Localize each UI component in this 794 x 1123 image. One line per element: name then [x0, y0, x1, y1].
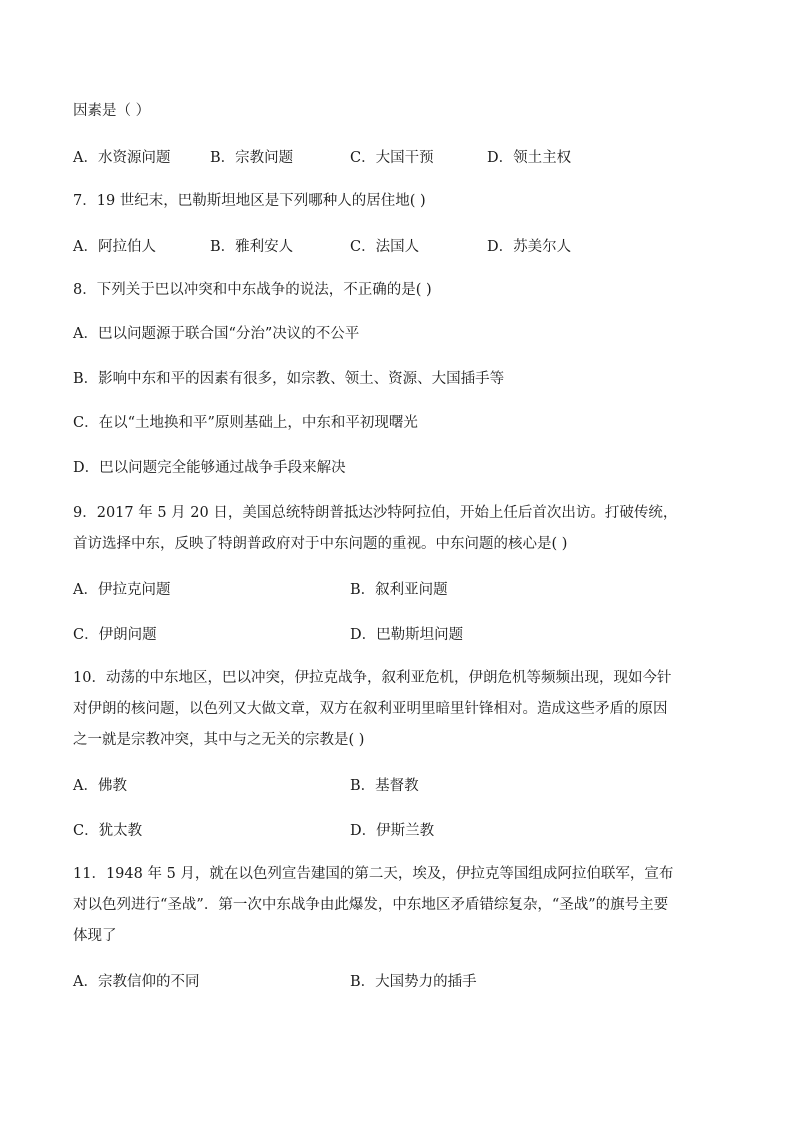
q7-stem: 7．19 世纪末，巴勒斯坦地区是下列哪种人的居住地( ) — [73, 193, 426, 209]
q9-option-a: A．伊拉克问题 — [73, 582, 171, 598]
q11-option-a: A．宗教信仰的不同 — [73, 974, 200, 990]
q9-option-c: C．伊朗问题 — [73, 627, 157, 643]
q7-option-c: C．法国人 — [350, 239, 420, 255]
q8-option-d: D．巴以问题完全能够通过战争手段来解决 — [73, 460, 346, 476]
q10-option-a: A．佛教 — [73, 778, 127, 794]
q11-option-b: B．大国势力的插手 — [350, 974, 477, 990]
q7-option-d: D．苏美尔人 — [487, 239, 572, 255]
q8-option-c: C．在以“土地换和平”原则基础上，中东和平初现曙光 — [73, 415, 418, 431]
q6-option-d: D．领土主权 — [487, 150, 572, 166]
q9-stem-line-2: 首访选择中东，反映了特朗普政府对于中东问题的重视。中东问题的核心是( ) — [73, 536, 568, 552]
q8-option-a: A．巴以问题源于联合国“分治”决议的不公平 — [73, 326, 360, 342]
q6-stem-tail: 因素是（ ） — [73, 103, 151, 119]
q10-option-c: C．犹太教 — [73, 823, 143, 839]
q11-stem-line-1: 11．1948 年 5 月，就在以色列宣告建国的第二天，埃及，伊拉克等国组成阿拉伯联军，宣布 — [73, 866, 674, 882]
q7-options — [73, 235, 723, 255]
q7-option-a: A．阿拉伯人 — [73, 239, 156, 255]
q6-option-a: A．水资源问题 — [73, 150, 171, 166]
q9-option-b: B．叙利亚问题 — [350, 582, 448, 598]
q9-stem-line-1: 9．2017 年 5 月 20 日，美国总统特朗普抵达沙特阿拉伯，开始上任后首次出访。打破传统， — [73, 505, 678, 521]
q7-option-b: B．雅利安人 — [210, 239, 294, 255]
q8-option-b: B．影响中东和平的因素有很多，如宗教、领土、资源、大国插手等 — [73, 371, 505, 387]
q9-options-row-1 — [73, 578, 723, 598]
q9-options-row-2 — [73, 623, 723, 643]
q10-stem-line-3: 之一就是宗教冲突，其中与之无关的宗教是( ) — [73, 732, 365, 748]
q6-option-c: C．大国干预 — [350, 150, 434, 166]
q6-options — [73, 146, 723, 166]
q9-option-d: D．巴勒斯坦问题 — [350, 627, 464, 643]
q10-option-d: D．伊斯兰教 — [350, 823, 435, 839]
q10-stem-line-1: 10．动荡的中东地区，巴以冲突，伊拉克战争，叙利亚危机，伊朗危机等频频出现，现如今针 — [73, 670, 672, 686]
q10-options-row-2 — [73, 819, 723, 839]
q6-option-b: B．宗教问题 — [210, 150, 294, 166]
q11-stem-line-3: 体现了 — [73, 928, 117, 944]
q10-option-b: B．基督教 — [350, 778, 419, 794]
q11-stem-line-2: 对以色列进行“圣战”．第一次中东战争由此爆发，中东地区矛盾错综复杂，“圣战”的旗号主要 — [73, 897, 669, 913]
q10-stem-line-2: 对伊朗的核问题，以色列又大做文章，双方在叙利亚明里暗里针锋相对。造成这些矛盾的原因 — [73, 701, 668, 717]
q10-options-row-1 — [73, 774, 723, 794]
q8-stem: 8．下列关于巴以冲突和中东战争的说法，不正确的是( ) — [73, 282, 432, 298]
q11-options-row-1 — [73, 970, 723, 990]
